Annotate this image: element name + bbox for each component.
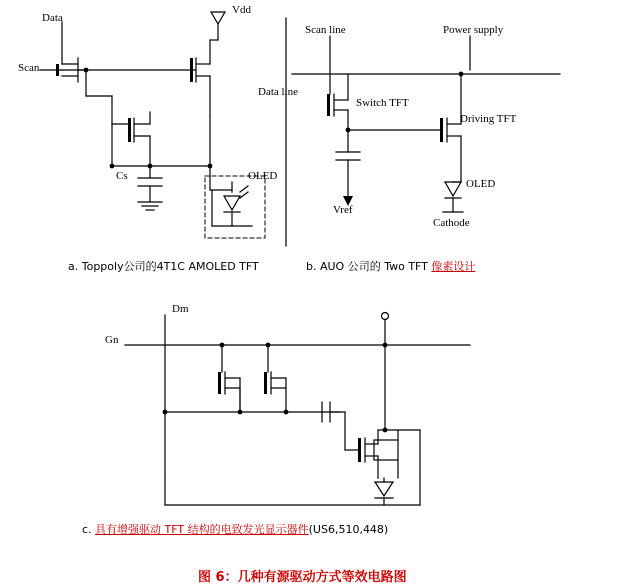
- label-cathode: Cathode: [433, 217, 470, 229]
- label-switch-tft: Switch TFT: [356, 97, 409, 109]
- label-data: Data: [42, 12, 63, 24]
- caption-a-text: a. Toppoly公司的4T1C AMOLED TFT: [68, 260, 259, 273]
- figure-title: 图 6：几种有源驱动方式等效电路图: [198, 570, 407, 585]
- label-oled-a: OLED: [248, 170, 278, 182]
- label-oled-b: OLED: [466, 178, 496, 190]
- caption-c-highlight: 具有增强驱动 TFT 结构的电致发光显示器件: [95, 523, 309, 536]
- panel-c-circuit: [125, 313, 470, 506]
- label-data-line: Data line: [258, 86, 299, 98]
- label-driving-tft: Driving TFT: [460, 113, 517, 125]
- label-scan-line: Scan line: [305, 24, 346, 36]
- caption-c-suffix: (US6,510,448): [308, 523, 389, 536]
- caption-a: [68, 258, 259, 274]
- label-power-supply: Power supply: [443, 24, 504, 36]
- caption-b-highlight: 像素设计: [431, 260, 476, 273]
- label-vref: Vref: [333, 204, 353, 216]
- label-cs: Cs: [116, 170, 128, 182]
- caption-c: [82, 521, 388, 537]
- label-vdd: Vdd: [232, 4, 251, 16]
- panel-a-circuit: [40, 12, 265, 238]
- caption-c-prefix: c.: [82, 523, 96, 536]
- label-gn: Gn: [105, 334, 119, 346]
- caption-b-text: b. AUO 公司的 Two TFT: [306, 260, 432, 273]
- label-scan: Scan: [18, 62, 40, 74]
- label-dm: Dm: [172, 303, 189, 315]
- caption-b: [306, 258, 475, 274]
- panel-b-circuit: [292, 36, 560, 212]
